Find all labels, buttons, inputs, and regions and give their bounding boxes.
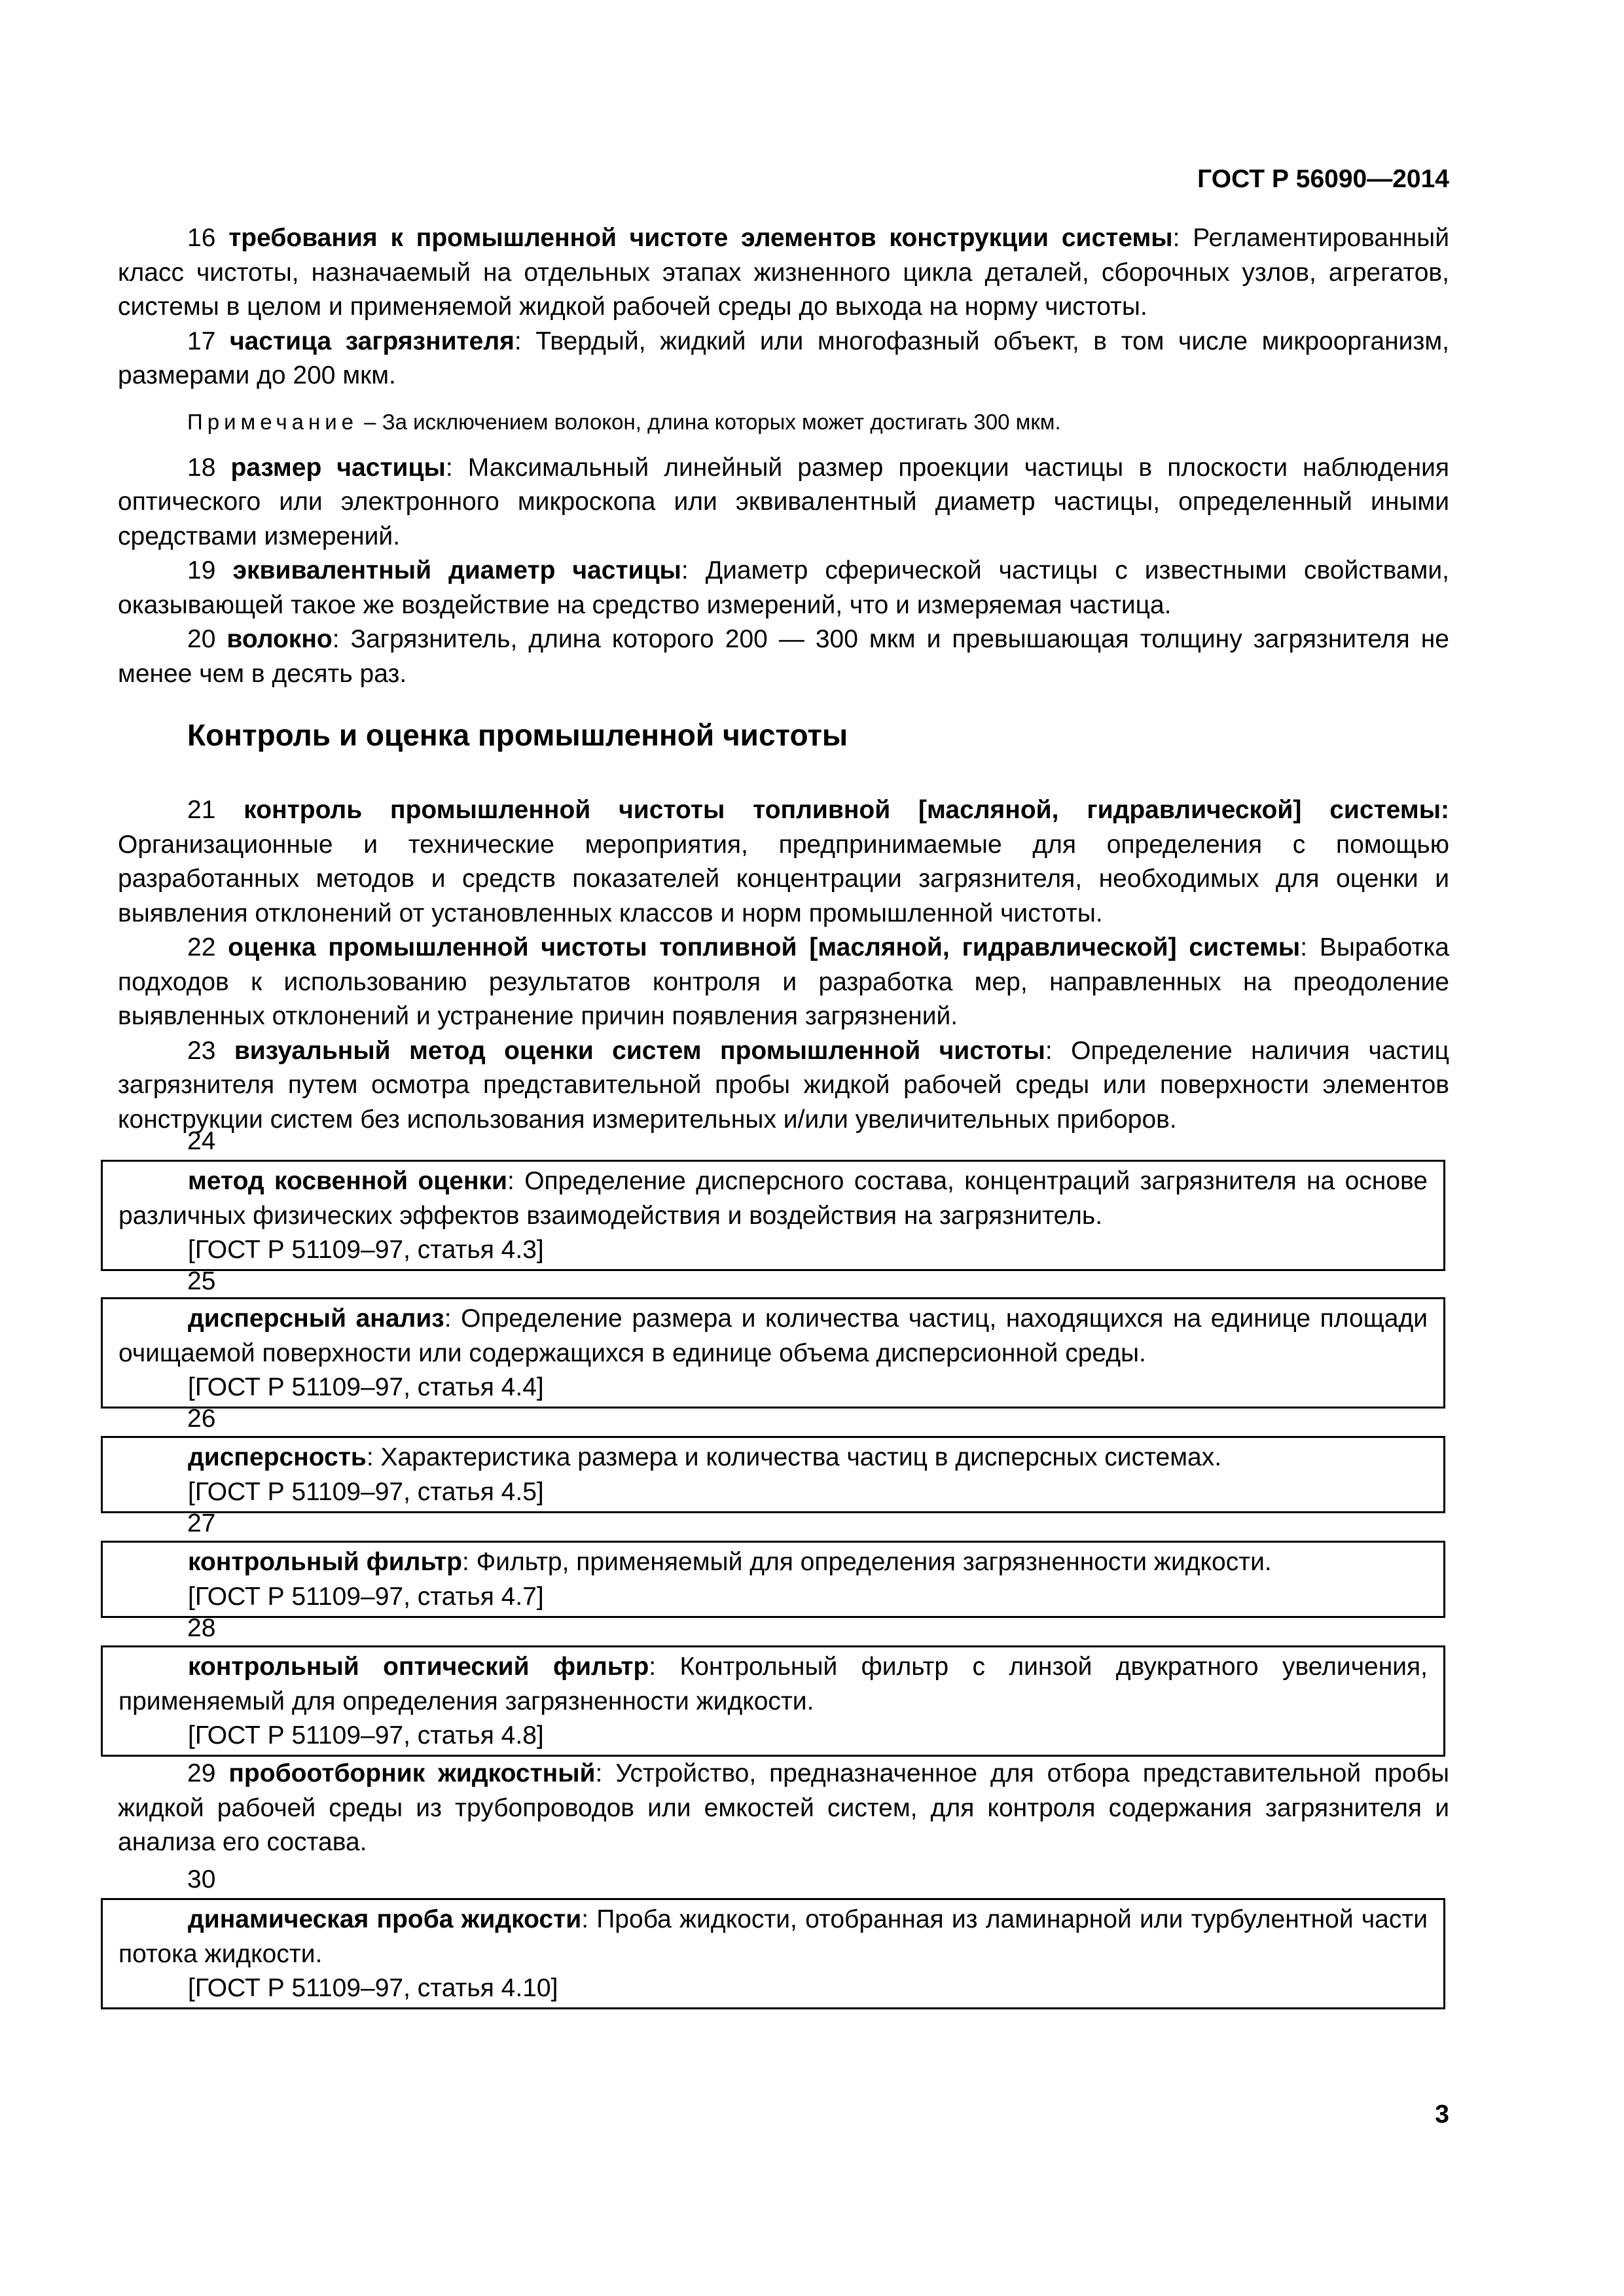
boxed-term-26 [101, 1436, 1445, 1513]
definition-23: 23 визуальный метод оценки систем промышленной чистоты: Определение наличия частиц загрязнителя путем осмотра представительной пробы жидкой рабочей среды или поверхности элементов конструкции систем без использования измерительных и/или увеличительных приборов. [118, 1036, 1450, 1134]
boxed-term-28 [101, 1645, 1445, 1757]
reference-27: [ГОСТ Р 51109–97, статья 4.7] [188, 1582, 544, 1611]
box-definition-26: дисперсность: Характеристика размера и количества частиц в дисперсных системах. [188, 1443, 1222, 1471]
reference-30: [ГОСТ Р 51109–97, статья 4.10] [188, 1974, 558, 2002]
box-definition-24: метод косвенной оценки: Определение дисперсного состава, концентраций загрязнителя на основе различных физических эффектов взаимодействия и воздействия на загрязнитель. [118, 1167, 1428, 1230]
term-29: пробоотборник жидкостный [228, 1759, 596, 1787]
term-25: дисперсный анализ [188, 1304, 444, 1333]
definition-20: 20 волокно: Загрязнитель, длина которого 200 — 300 мкм и превышающая толщину загрязнителя не менее чем в десять раз. [118, 625, 1450, 688]
reference-28: [ГОСТ Р 51109–97, статья 4.8] [188, 1721, 544, 1749]
definitions-top [118, 221, 1449, 691]
entry-number-25: 25 [187, 1267, 216, 1295]
definition-21: 21 контроль промышленной чистоты топливной [масляной, гидравлической] системы: Организационные и технические мероприятия, предпринимаемые для определения с помощью разработанных методов и средств показателей концентрации загрязнителя, необходимых для оценки и выявления отклонений от установленных классов и норм промышленной чистоты. [118, 796, 1449, 927]
term-28: контрольный оптический фильтр [188, 1653, 649, 1681]
box-definition-27: контрольный фильтр: Фильтр, применяемый для определения загрязненности жидкости. [188, 1548, 1272, 1576]
definition-29: 29 пробоотборник жидкостный: Устройство, предназначенное для отбора представительной пробы жидкой рабочей среды из трубопроводов или емкостей систем, для контроля содержания загрязнителя и анализа его состава. [118, 1759, 1450, 1856]
box-definition-25: дисперсный анализ: Определение размера и количества частиц, находящихся на единице площади очищаемой поверхности или содержащихся в единице объема дисперсионной среды. [118, 1304, 1428, 1367]
term-30: динамическая проба жидкости [188, 1905, 582, 1933]
term-20: волокно [226, 625, 333, 653]
definition-19: 19 эквивалентный диаметр частицы: Диаметр сферической частицы с известными свойствами, оказывающей такое же воздействие на средство измерений, что и измеряемая частица. [118, 556, 1449, 619]
box-definition-28: контрольный оптический фильтр: Контрольный фильтр с линзой двукратного увеличения, применяемый для определения загрязненности жидкости. [118, 1653, 1428, 1715]
definition-22: 22 оценка промышленной чистоты топливной [масляной, гидравлической] системы: Выработка подходов к использованию результатов контроля и разработка мер, направленных на преодоление выявленных отклонений и устранение причин появления загрязнений. [118, 933, 1449, 1030]
term-22: оценка промышленной чистоты топливной [масляной, гидравлической] системы [228, 933, 1301, 961]
boxed-term-27 [101, 1541, 1445, 1618]
definition-16: 16 требования к промышленной чистоте элементов конструкции системы: Регламентированный класс чистоты, назначаемый на отдельных этапах жизненного цикла деталей, сборочных узлов, агрегатов, системы в целом и применяемой жидкой рабочей среды до выхода на норму чистоты. [118, 224, 1449, 321]
note-17: Примечание – За исключением волокон, длина которых может достигать 300 мкм. [187, 409, 1061, 434]
term-17: частица загрязнителя [229, 327, 514, 355]
entry-number-26: 26 [187, 1405, 216, 1433]
term-23: визуальный метод оценки систем промышленной чистоты [234, 1036, 1045, 1065]
entry-number-27: 27 [187, 1509, 216, 1537]
entry-number-24: 24 [187, 1127, 216, 1155]
definition-18: 18 размер частицы: Максимальный линейный размер проекции частицы в плоскости наблюдения оптического или электронного микроскопа или эквивалентный диаметр частицы, определенный иными средствами измерений. [118, 453, 1450, 550]
reference-26: [ГОСТ Р 51109–97, статья 4.5] [188, 1477, 544, 1506]
section-heading: Контроль и оценка промышленной чистоты [187, 718, 848, 752]
entry-number-30: 30 [187, 1865, 216, 1893]
reference-25: [ГОСТ Р 51109–97, статья 4.4] [188, 1373, 544, 1401]
page-number: 3 [1435, 2100, 1449, 2128]
reference-24: [ГОСТ Р 51109–97, статья 4.3] [188, 1236, 544, 1264]
entry-number-28: 28 [187, 1614, 216, 1642]
definition-17: 17 частица загрязнителя: Твердый, жидкий или многофазный объект, в том числе микроорганизм, размерами до 200 мкм. [118, 327, 1449, 389]
term-16: требования к промышленной чистоте элементов конструкции системы [228, 224, 1173, 252]
definitions-mid [118, 793, 1449, 1137]
term-18: размер частицы [230, 453, 446, 482]
boxed-term-24 [101, 1160, 1445, 1271]
term-24: метод косвенной оценки [188, 1167, 507, 1195]
document-code-header: ГОСТ Р 56090—2014 [1197, 165, 1449, 193]
term-21: контроль промышленной чистоты топливной [масляной, гидравлической] системы: [244, 796, 1449, 824]
boxed-term-30 [101, 1898, 1445, 2009]
term-19: эквивалентный диаметр частицы [232, 556, 681, 584]
definition-29-block [118, 1757, 1449, 1860]
term-27: контрольный фильтр [188, 1548, 462, 1576]
term-26: дисперсность [188, 1443, 367, 1471]
box-definition-30: динамическая проба жидкости: Проба жидкости, отобранная из ламинарной или турбулентной части потока жидкости. [118, 1905, 1428, 1968]
boxed-term-25 [101, 1297, 1445, 1408]
